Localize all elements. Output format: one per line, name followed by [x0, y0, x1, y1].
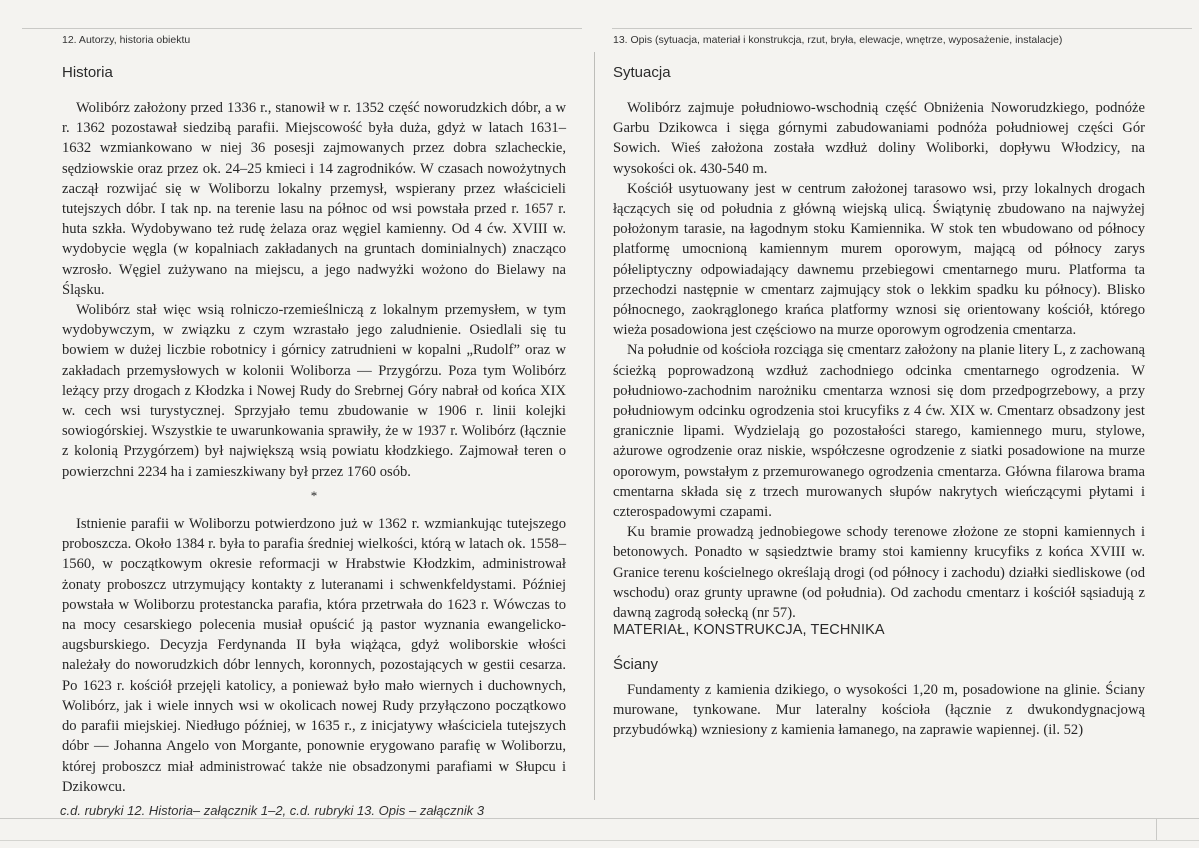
- situation-paragraph-4: Ku bramie prowadzą jednobiegowe schody terenowe złożone ze stopni kamiennych i betonowych. Ponadto w sąsiedztwie bramy stoi kamienny krucyfiks z końca XVIII w. Granice terenu kościelnego określają drogi (od północy i zachodu) działki siedliskowe (od wschodu) oraz grunty uprawne (od południa). Od zachodu cmentarz i kościół sąsiadują z dawną zagrodą sołecką (nr 57).: [613, 524, 1145, 622]
- right-column-header: 13. Opis (sytuacja, materiał i konstrukcja, rzut, bryła, elewacje, wnętrze, wyposażenie, instalacje): [613, 34, 1063, 46]
- history-text: [62, 98, 566, 797]
- history-paragraph-1: Wolibórz założony przed 1336 r., stanowił w r. 1352 część noworudzkich dóbr, a w r. 1362 pozostawał siedzibą parafii. Miejscowość była duża, gdyż w latach 1631–1632 wzmiankowano w niej 36 posesji zajmowanych przez dobra szlacheckie, sędziowskie oraz przez ok. 24–25 kmieci i 14 zagrodników. W czasach nowożytnych zaczął rozwijać się w Woliborzu lokalny przemysł, wspierany przez właścicieli tutejszych dóbr. I tak np. na terenie lasu na północ od wsi powstała przed r. 1657 r. huta szkła. Wydobywano też rudę żelaza oraz węgiel kamienny. Od 4 ćw. XVIII w. wydobycie węgla (w kopalniach zakładanych na gruntach dominialnych) znacząco wzrosło. Węgiel zużywano na miejscu, a jego nadwyżki wożono do Bielawy na Śląsku.: [62, 100, 566, 298]
- top-rule-left: [22, 28, 582, 29]
- section-title-situation: Sytuacja: [613, 64, 671, 81]
- bottom-rule-lower: [0, 840, 1199, 841]
- history-paragraph-2: Wolibórz stał więc wsią rolniczo-rzemieślniczą z lokalnym przemysłem, w tym wydobywczym, w związku z czym wzrastało jego zaludnienie. Osiedlali się tu bowiem w dużej liczbie robotnicy i górnicy zatrudnieni w kopalni „Rudolf” oraz w zakładach przemysłowych w kolonii Woliborza — Przygórzu. Poza tym Wolibórz leżący przy drogach z Kłodzka i Nowej Rudy do Srebrnej Góry nabrał od końca XIX w. cech wsi turystycznej. Sprzyjało temu zbudowanie w 1906 r. linii kolejki sowiogórskiej. Wszystkie te uwarunkowania sprawiły, że w 1937 r. Wolibórz (łącznie z kolonią Przygórzem) był największą wsią powiatu kłodzkiego. Zajmował teren o powierzchni 2234 ha i zamieszkiwany był przez 1760 osób.: [62, 302, 566, 480]
- situation-paragraph-3: Na południe od kościoła rozciąga się cmentarz założony na planie litery L, z zachowaną ścieżką poprowadzoną wzdłuż zachodniego odcinka cmentarnego ogrodzenia. W południowo-zachodnim narożniku cmentarza wznosi się dom przedpogrzebowy, a przy południowym odcinku ogrodzenia stoi krucyfiks z 4 ćw. XIX w. Cmentarz obsadzony jest granicznie lipami. Wydzielają go pozostałości starego, kamiennego muru, stylowe, ażurowe ogrodzenie oraz niskie, współczesne ogrodzenie z siatki posadowione na murze oporowym, powstałym z przemurowanego ogrodzenia cmentarza. Główna filarowa brama cmentarna składa się z trzech murowanych słupów nakrytych wieńczącymi płytami i czterospadowymi czapami.: [613, 342, 1145, 521]
- walls-text: [613, 680, 1145, 741]
- section-title-history: Historia: [62, 64, 113, 81]
- material-section-title: MATERIAŁ, KONSTRUKCJA, TECHNIKA: [613, 622, 885, 638]
- situation-paragraph-1: Wolibórz zajmuje południowo-wschodnią część Obniżenia Noworudzkiego, podnóże Garbu Dzikowca i sięga górnymi zabudowaniami podnóża południowej części Gór Sowich. Wieś założona została wzdłuż doliny Woliborki, dopływu Włodzicy, na wysokości ok. 430-540 m.: [613, 100, 1145, 177]
- situation-paragraph-2: Kościół usytuowany jest w centrum założonej tarasowo wsi, przy lokalnych drogach łączących się od południa z główną wiejską ulicą. Świątynię zbudowano na najwyżej położonym tarasie, na łagodnym stoku Kamiennika. W stok ten wbudowano od północy platformę umocnioną kamiennym murem oporowym, mającą od północy zarys półeliptyczny odpowiadający dawnemu przebiegowi cmentarnego muru. Platforma ta przechodzi następnie w cmentarz zajmujący stok o lekkim spadku ku północy). Blisko północnego, zaokrąglonego krańca platformy wznosi się orientowany kościół, którego wieża posadowiona jest częściowo na murze oporowym ogrodzenia cmentarza.: [613, 180, 1145, 339]
- footer-cell-divider: [1156, 818, 1157, 840]
- section-separator: *: [310, 487, 318, 503]
- situation-text: [613, 98, 1145, 623]
- footer-continuation-note: c.d. rubryki 12. Historia– załącznik 1–2, c.d. rubryki 13. Opis – załącznik 3: [60, 803, 485, 818]
- history-paragraph-3: Istnienie parafii w Woliborzu potwierdzono już w 1362 r. wzmiankując tutejszego proboszcza. Około 1384 r. była to parafia średniej wielkości, którą w latach ok. 1558–1560, w początkowym okresie reformacji w Hrabstwie Kłodzkim, administrował żonaty proboszcz utrzymujący kontakty z luteranami i schwenkfeldystami. Później powstała w Woliborzu protestancka parafia, która przetrwała do 1623 r. Wówczas to na mocy cesarskiego polecenia musiał opuścić ją pastor wyznania ewangelicko-augsburskiego. Decyzja Ferdynanda II była wiążąca, gdyż woliborskie włości należały do noworudzkich dóbr lennych, koronnych, pozostających w gestii cesarza. Po 1623 r. kościół przejęli katolicy, a ponieważ było mało wiernych i duchownych, Wolibórz, jak i wiele innych wsi w okolicach nowej Rudy przyłączono początkowo do parafii miejskiej. Niedługo później, w 1635 r., z inicjatywy właściciela tutejszych dóbr — Johanna Angelo von Morgante, ponownie erygowano parafię w Woliborzu, której proboszcz miał administrować także nie obsadzonymi parafiami w Słupcu i Dzikowcu.: [62, 516, 566, 795]
- column-divider: [594, 52, 595, 800]
- left-column-header: 12. Autorzy, historia obiektu: [62, 34, 191, 46]
- bottom-rule: [0, 818, 1199, 819]
- walls-paragraph: Fundamenty z kamienia dzikiego, o wysokości 1,20 m, posadowione na glinie. Ściany murowane, tynkowane. Mur lateralny kościoła (łącznie z dwukondygnacjową przybudówką) wzniesiony z kamienia łamanego, na zaprawie wapiennej. (il. 52): [613, 682, 1145, 739]
- section-title-walls: Ściany: [613, 656, 659, 673]
- top-rule-right: [612, 28, 1192, 29]
